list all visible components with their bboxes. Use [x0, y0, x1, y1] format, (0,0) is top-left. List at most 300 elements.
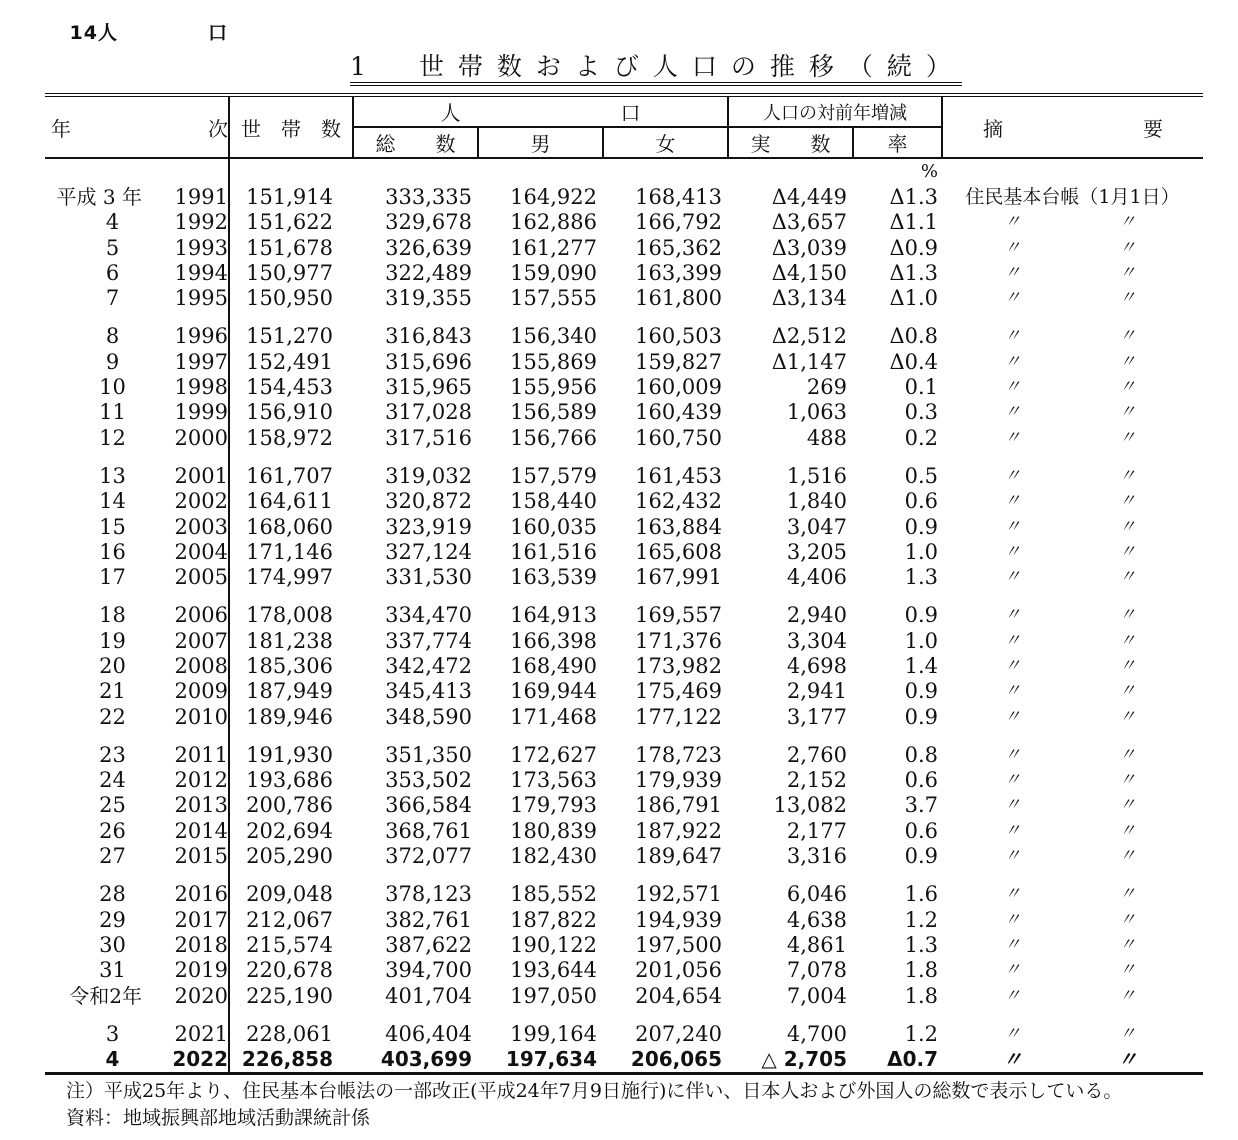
row-pop-male: 169,944 — [510, 679, 597, 704]
row-year: 2004 — [150, 539, 229, 564]
row-year: 1996 — [150, 324, 229, 349]
row-pop-total: 368,761 — [385, 818, 472, 843]
row-pop-total: 348,590 — [385, 704, 472, 729]
row-summary — [942, 463, 1203, 488]
row-households: 150,950 — [246, 286, 333, 311]
row-era: 15 — [99, 514, 126, 539]
row-change-rate: 1.3 — [904, 932, 939, 957]
row-change-actual: 4,698 — [786, 653, 848, 678]
row-change-actual: 2,940 — [786, 603, 848, 628]
row-change-rate: Δ1.3 — [889, 184, 939, 209]
row-pop-total: 333,335 — [385, 184, 472, 209]
row-households: 220,678 — [246, 958, 333, 983]
bottom-rule — [45, 1072, 1203, 1075]
row-pop-female: 175,469 — [635, 679, 723, 704]
row-households: 168,060 — [246, 514, 333, 539]
row-households: 151,678 — [246, 235, 333, 260]
ditto-mark: 〃 — [1004, 351, 1022, 372]
ditto-mark: 〃 — [1004, 909, 1022, 930]
row-pop-total: 320,872 — [385, 489, 472, 514]
row-summary — [942, 210, 1203, 235]
row-pop-total: 317,516 — [385, 425, 472, 450]
row-change-rate: 1.4 — [904, 653, 939, 678]
table-row — [45, 882, 1203, 907]
row-era: 20 — [99, 653, 126, 678]
row-households: 151,270 — [246, 324, 333, 349]
row-pop-total: 345,413 — [385, 679, 472, 704]
ditto-mark: 〃 — [1119, 744, 1137, 765]
row-pop-female: 161,800 — [635, 286, 723, 311]
row-households: 164,611 — [246, 489, 333, 514]
row-pop-female: 204,654 — [635, 983, 723, 1008]
row-change-actual: Δ3,039 — [771, 235, 848, 260]
row-pop-male: 162,886 — [510, 210, 597, 235]
row-era: 19 — [99, 628, 126, 653]
chapter-title-char-2: 口 — [208, 22, 229, 44]
ditto-mark: 〃 — [1004, 326, 1022, 347]
row-pop-female: 168,413 — [635, 184, 723, 209]
row-pop-male: 155,869 — [510, 349, 597, 374]
row-pop-male: 193,644 — [510, 958, 597, 983]
row-change-rate: Δ0.7 — [887, 1047, 939, 1072]
ditto-mark: 〃 — [1004, 237, 1022, 258]
row-pop-total: 331,530 — [385, 565, 472, 590]
table-row — [45, 768, 1203, 793]
row-year: 2016 — [150, 882, 229, 907]
row-pop-female: 192,571 — [635, 882, 723, 907]
row-pop-female: 165,608 — [635, 539, 723, 564]
row-pop-female: 197,500 — [635, 932, 723, 957]
row-era: 18 — [99, 603, 126, 628]
ditto-mark: 〃 — [1004, 567, 1022, 588]
table-row — [45, 425, 1203, 450]
row-summary — [942, 932, 1203, 957]
ditto-mark: 〃 — [1119, 846, 1137, 867]
group-spacer — [45, 869, 1203, 882]
ditto-mark: 〃 — [1119, 402, 1137, 423]
row-summary — [942, 564, 1203, 589]
row-households: 171,146 — [246, 539, 333, 564]
ditto-mark: 〃 — [1004, 884, 1022, 905]
ditto-mark: 〃 — [1004, 795, 1022, 816]
row-summary — [942, 374, 1203, 399]
row-households: 189,946 — [246, 704, 333, 729]
row-households: 193,686 — [246, 768, 333, 793]
row-change-rate: 1.0 — [904, 539, 939, 564]
ditto-mark: 〃 — [1004, 744, 1022, 765]
row-era: 21 — [99, 679, 126, 704]
ditto-mark: 〃 — [1004, 681, 1022, 702]
row-era: 12 — [99, 425, 126, 450]
table-row — [45, 260, 1203, 285]
row-change-rate: Δ1.1 — [889, 210, 939, 235]
header-pop-total: 総 数 — [353, 127, 478, 158]
row-year: 2003 — [150, 514, 229, 539]
ditto-mark: 〃 — [1119, 427, 1137, 448]
ditto-mark: 〃 — [1004, 541, 1022, 562]
table-row — [45, 1021, 1203, 1046]
table-row — [45, 184, 1203, 209]
row-change-actual: 3,316 — [786, 844, 848, 869]
row-pop-male: 156,766 — [510, 425, 597, 450]
row-era: 23 — [99, 742, 126, 767]
table-row — [45, 907, 1203, 932]
row-pop-male: 160,035 — [510, 514, 597, 539]
ditto-mark: 〃 — [1119, 212, 1137, 233]
row-pop-total: 316,843 — [385, 324, 472, 349]
row-pop-total: 394,700 — [385, 958, 472, 983]
row-change-rate: 0.9 — [904, 514, 939, 539]
row-era: 16 — [99, 539, 126, 564]
table-row — [45, 285, 1203, 310]
ditto-mark: 〃 — [1004, 262, 1022, 283]
row-pop-male: 168,490 — [510, 653, 597, 678]
row-pop-male: 166,398 — [510, 628, 597, 653]
header-year-suffix: 次 — [150, 97, 229, 158]
row-era: 29 — [99, 907, 126, 932]
row-change-actual: 3,047 — [786, 514, 848, 539]
row-era: 令和2年 — [69, 983, 142, 1008]
row-households: 178,008 — [246, 603, 333, 628]
row-pop-total: 334,470 — [385, 603, 472, 628]
row-era: 14 — [99, 489, 126, 514]
table-row — [45, 628, 1203, 653]
row-change-actual: △ 2,705 — [761, 1047, 848, 1072]
row-pop-male: 182,430 — [510, 844, 597, 869]
row-households: 226,858 — [241, 1047, 333, 1072]
row-year: 1992 — [150, 210, 229, 235]
row-change-rate: 1.8 — [904, 983, 939, 1008]
table-row — [45, 489, 1203, 514]
ditto-mark: 〃 — [1119, 567, 1137, 588]
header-population: 人 口 — [353, 97, 728, 127]
row-change-rate: 0.8 — [904, 742, 939, 767]
row-era: 17 — [99, 565, 126, 590]
row-households: 156,910 — [246, 400, 333, 425]
table-row — [45, 932, 1203, 957]
row-era: 25 — [99, 793, 126, 818]
group-spacer — [45, 311, 1203, 324]
row-year: 2001 — [150, 463, 229, 488]
ditto-mark: 〃 — [1119, 630, 1137, 651]
header-change-rate: 率 — [853, 127, 942, 158]
row-era: 4 — [105, 210, 120, 235]
row-households: 181,238 — [246, 628, 333, 653]
table-row — [45, 349, 1203, 374]
row-change-actual: Δ4,150 — [771, 260, 848, 285]
row-change-rate: 0.6 — [904, 818, 939, 843]
row-change-actual: 4,700 — [786, 1021, 848, 1046]
row-year: 2010 — [150, 704, 229, 729]
chapter-number: 14 — [69, 22, 98, 44]
row-pop-male: 179,793 — [510, 793, 597, 818]
row-change-rate: Δ0.9 — [889, 235, 939, 260]
row-summary — [942, 603, 1203, 628]
row-change-actual: 2,152 — [786, 768, 848, 793]
row-pop-total: 372,077 — [385, 844, 472, 869]
row-pop-total: 319,355 — [385, 286, 472, 311]
ditto-mark: 〃 — [1004, 516, 1022, 537]
footnotes — [66, 1078, 1122, 1132]
row-change-actual: 1,516 — [786, 463, 848, 488]
header-pop-male: 男 — [478, 127, 603, 158]
row-year: 2005 — [150, 564, 229, 589]
table-title: 1 世帯数および人口の推移（続） — [350, 52, 962, 86]
row-households: 215,574 — [246, 932, 333, 957]
row-change-rate: 0.9 — [904, 603, 939, 628]
row-pop-male: 158,440 — [510, 489, 597, 514]
row-households: 158,972 — [246, 425, 333, 450]
row-change-actual: 7,004 — [786, 983, 848, 1008]
row-pop-male: 185,552 — [510, 882, 597, 907]
row-households: 152,491 — [246, 349, 333, 374]
row-pop-male: 190,122 — [510, 932, 597, 957]
row-pop-total: 406,404 — [385, 1021, 472, 1046]
row-pop-male: 155,956 — [510, 375, 597, 400]
table-row — [45, 843, 1203, 868]
row-change-rate: 1.0 — [904, 628, 939, 653]
table-row — [45, 514, 1203, 539]
header-year: 年 — [45, 97, 150, 158]
row-pop-female: 160,750 — [635, 425, 723, 450]
row-households: 228,061 — [246, 1021, 333, 1046]
ditto-mark: 〃 — [1119, 909, 1137, 930]
row-pop-total: 342,472 — [385, 653, 472, 678]
row-pop-total: 315,965 — [385, 375, 472, 400]
row-year: 2012 — [150, 768, 229, 793]
row-pop-total: 323,919 — [385, 514, 472, 539]
table-row — [45, 704, 1203, 729]
row-change-rate: 0.9 — [904, 679, 939, 704]
row-pop-total: 319,032 — [385, 463, 472, 488]
row-pop-male: 164,913 — [510, 603, 597, 628]
row-pop-total: 337,774 — [385, 628, 472, 653]
row-summary — [942, 400, 1203, 425]
row-pop-female: 163,399 — [635, 260, 723, 285]
row-change-actual: Δ3,134 — [771, 286, 848, 311]
row-summary — [942, 425, 1203, 450]
row-pop-female: 159,827 — [635, 349, 723, 374]
table-row — [45, 793, 1203, 818]
row-pop-female: 167,991 — [635, 565, 723, 590]
table-row — [45, 1047, 1203, 1072]
row-pop-total: 382,761 — [385, 907, 472, 932]
row-change-rate: 1.2 — [904, 1021, 939, 1046]
row-pop-total: 353,502 — [385, 768, 472, 793]
ditto-mark: 〃 — [1119, 1023, 1137, 1044]
row-year: 2017 — [150, 907, 229, 932]
row-year: 1991 — [150, 184, 229, 209]
row-pop-male: 164,922 — [510, 184, 597, 209]
row-summary — [942, 704, 1203, 729]
row-summary — [942, 958, 1203, 983]
row-change-actual: 488 — [806, 425, 848, 450]
row-change-rate: 0.2 — [904, 425, 939, 450]
ditto-mark: 〃 — [1119, 516, 1137, 537]
row-pop-female: 171,376 — [635, 628, 723, 653]
row-change-rate: 0.6 — [904, 489, 939, 514]
row-year: 2018 — [150, 932, 229, 957]
row-households: 187,949 — [246, 679, 333, 704]
row-households: 151,914 — [246, 184, 333, 209]
row-pop-total: 401,704 — [385, 983, 472, 1008]
row-change-rate: 3.7 — [904, 793, 939, 818]
ditto-mark: 〃 — [1004, 770, 1022, 791]
row-year: 2006 — [150, 603, 229, 628]
row-summary — [942, 653, 1203, 678]
row-pop-female: 206,065 — [630, 1047, 723, 1072]
ditto-mark: 〃 — [1119, 706, 1137, 727]
ditto-mark: 〃 — [1004, 1023, 1022, 1044]
row-change-rate: Δ1.3 — [889, 260, 939, 285]
row-pop-male: 156,340 — [510, 324, 597, 349]
row-pop-male: 163,539 — [510, 565, 597, 590]
table-row — [45, 400, 1203, 425]
row-pop-male: 180,839 — [510, 818, 597, 843]
group-spacer — [45, 1008, 1203, 1021]
row-year: 1998 — [150, 374, 229, 399]
row-pop-male: 173,563 — [510, 768, 597, 793]
row-year: 1995 — [150, 285, 229, 310]
ditto-mark: 〃 — [1004, 212, 1022, 233]
row-households: 185,306 — [246, 653, 333, 678]
row-pop-female: 178,723 — [635, 742, 723, 767]
ditto-mark: 〃 — [1004, 491, 1022, 512]
row-year: 2019 — [150, 958, 229, 983]
row-change-actual: Δ1,147 — [771, 349, 848, 374]
row-change-actual: 7,078 — [786, 958, 848, 983]
ditto-mark: 〃 — [1119, 377, 1137, 398]
row-change-rate: 0.5 — [904, 463, 939, 488]
row-households: 200,786 — [246, 793, 333, 818]
row-pop-male: 171,468 — [510, 704, 597, 729]
row-era: 13 — [99, 463, 126, 488]
row-pop-total: 327,124 — [385, 539, 472, 564]
ditto-mark: 〃 — [1004, 960, 1022, 981]
row-households: 151,622 — [246, 210, 333, 235]
ditto-mark: 〃 — [1004, 985, 1022, 1006]
ditto-mark: 〃 — [1119, 820, 1137, 841]
row-year: 2009 — [150, 679, 229, 704]
row-change-actual: 2,177 — [786, 818, 848, 843]
ditto-mark: 〃 — [1004, 655, 1022, 676]
ditto-mark: 〃 — [1119, 681, 1137, 702]
row-change-rate: 1.3 — [904, 565, 939, 590]
row-summary — [942, 983, 1203, 1008]
row-summary — [942, 679, 1203, 704]
row-households: 161,707 — [246, 463, 333, 488]
row-pop-male: 159,090 — [510, 260, 597, 285]
table-row — [45, 653, 1203, 678]
row-summary — [942, 260, 1203, 285]
ditto-mark: 〃 — [1004, 630, 1022, 651]
row-summary — [942, 907, 1203, 932]
row-era: 3 — [105, 1021, 120, 1046]
table-row — [45, 742, 1203, 767]
row-summary — [942, 514, 1203, 539]
unit-row — [45, 158, 1203, 184]
row-pop-male: 157,579 — [510, 463, 597, 488]
row-households: 191,930 — [246, 742, 333, 767]
row-pop-total: 315,696 — [385, 349, 472, 374]
row-pop-total: 366,584 — [385, 793, 472, 818]
table-row — [45, 235, 1203, 260]
row-pop-total: 326,639 — [385, 235, 472, 260]
ditto-mark: 〃 — [1119, 884, 1137, 905]
row-change-actual: Δ2,512 — [771, 324, 848, 349]
row-pop-female: 161,453 — [635, 463, 723, 488]
row-era: 9 — [105, 349, 120, 374]
row-summary: 住民基本台帳（1月1日） — [965, 185, 1180, 208]
ditto-mark: 〃 — [1004, 377, 1022, 398]
row-pop-total: 317,028 — [385, 400, 472, 425]
row-pop-total: 387,622 — [385, 932, 472, 957]
ditto-mark: 〃 — [1119, 491, 1137, 512]
ditto-mark: 〃 — [1119, 541, 1137, 562]
row-households: 212,067 — [246, 907, 333, 932]
table-row — [45, 324, 1203, 349]
ditto-mark: 〃 — [1002, 1047, 1023, 1072]
ditto-mark: 〃 — [1119, 262, 1137, 283]
row-change-rate: 0.6 — [904, 768, 939, 793]
row-pop-male: 172,627 — [510, 742, 597, 767]
row-households: 174,997 — [246, 565, 333, 590]
row-pop-male: 199,164 — [510, 1021, 597, 1046]
row-change-actual: 2,760 — [786, 742, 848, 767]
header-summary: 摘 要 — [942, 97, 1203, 158]
row-era: 24 — [99, 768, 126, 793]
row-pop-male: 187,822 — [510, 907, 597, 932]
ditto-mark: 〃 — [1119, 465, 1137, 486]
row-change-rate: 0.9 — [904, 704, 939, 729]
ditto-mark: 〃 — [1117, 1047, 1138, 1072]
row-change-actual: 2,941 — [786, 679, 848, 704]
population-table-container — [45, 93, 1203, 1075]
row-pop-male: 156,589 — [510, 400, 597, 425]
row-households: 150,977 — [246, 260, 333, 285]
population-table — [45, 97, 1203, 1072]
row-year: 2014 — [150, 818, 229, 843]
row-pop-total: 322,489 — [385, 260, 472, 285]
table-row — [45, 564, 1203, 589]
ditto-mark: 〃 — [1004, 605, 1022, 626]
row-change-actual: 1,840 — [786, 489, 848, 514]
row-summary — [942, 285, 1203, 310]
row-pop-female: 166,792 — [635, 210, 723, 235]
table-row — [45, 818, 1203, 843]
ditto-mark: 〃 — [1004, 288, 1022, 309]
ditto-mark: 〃 — [1004, 427, 1022, 448]
ditto-mark: 〃 — [1004, 846, 1022, 867]
row-change-rate: 1.6 — [904, 882, 939, 907]
group-spacer — [45, 729, 1203, 742]
ditto-mark: 〃 — [1119, 655, 1137, 676]
row-year: 1994 — [150, 260, 229, 285]
row-era: 平成 3 年 — [56, 184, 142, 209]
row-change-rate: 0.9 — [904, 844, 939, 869]
ditto-mark: 〃 — [1119, 326, 1137, 347]
row-change-actual: 269 — [806, 375, 848, 400]
row-summary — [942, 324, 1203, 349]
row-pop-male: 197,050 — [510, 983, 597, 1008]
row-year: 1993 — [150, 235, 229, 260]
row-pop-female: 160,439 — [635, 400, 723, 425]
row-households: 154,453 — [246, 375, 333, 400]
row-year: 2020 — [150, 983, 229, 1008]
row-summary — [942, 742, 1203, 767]
header-pop-female: 女 — [603, 127, 728, 158]
row-change-rate: 0.1 — [904, 375, 939, 400]
